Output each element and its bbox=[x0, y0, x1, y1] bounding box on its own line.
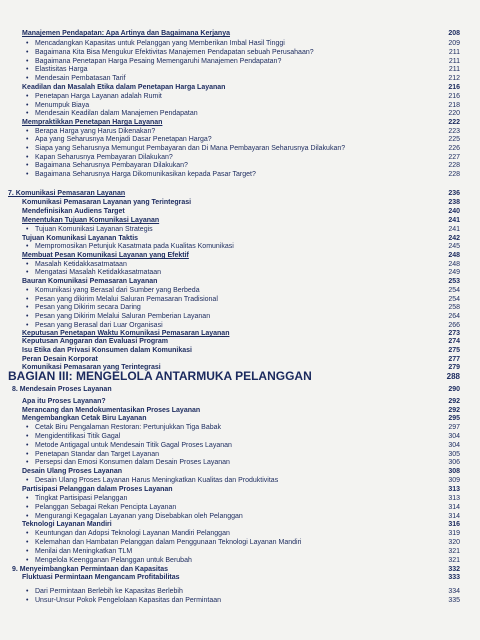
toc-page-number: 290 bbox=[448, 386, 460, 393]
toc-page-number: 279 bbox=[448, 364, 460, 371]
toc-entry-title: 7. Komunikasi Pemasaran Layanan bbox=[8, 190, 126, 197]
toc-page-number: 212 bbox=[448, 75, 460, 82]
toc-subentry bbox=[0, 538, 480, 547]
toc-entry-title: Teknologi Layanan Mandiri bbox=[22, 521, 112, 528]
toc-entry-title: Membuat Pesan Komunikasi Layanan yang Efektif bbox=[22, 252, 189, 259]
toc-page-number: 314 bbox=[448, 513, 460, 520]
toc-entry-title: Bagaimana Penetapan Harga Pesaing Memengaruhi Manajemen Pendapatan? bbox=[35, 58, 282, 65]
bullet-icon: • bbox=[26, 495, 29, 502]
toc-entry bbox=[0, 346, 480, 355]
toc-subentry bbox=[0, 109, 480, 118]
toc-entry-title: Fluktuasi Permintaan Mengancam Profitabilitas bbox=[22, 574, 180, 581]
bullet-icon: • bbox=[26, 261, 29, 268]
toc-page-number: 254 bbox=[448, 287, 460, 294]
toc-entry-title: Tingkat Partisipasi Pelanggan bbox=[35, 495, 128, 502]
toc-entry-title: Mengatasi Masalah Ketidakkasatmataan bbox=[35, 269, 162, 276]
toc-entry-title: Komunikasi Pemasaran Layanan yang Terintegrasi bbox=[22, 199, 192, 206]
toc-page-number: 236 bbox=[448, 190, 460, 197]
toc-entry bbox=[0, 216, 480, 225]
toc-page-number: 321 bbox=[448, 557, 460, 564]
toc-entry-title: Mempromosikan Petunjuk Kasatmata pada Kualitas Komunikasi bbox=[35, 243, 234, 250]
bullet-icon: • bbox=[26, 102, 29, 109]
toc-entry-title: Elastisitas Harga bbox=[35, 66, 88, 73]
toc-entry-title: Unsur-Unsur Pokok Pengelolaan Kapasitas dan Permintaan bbox=[35, 597, 221, 604]
toc-entry-title: Pesan yang Dikirim secara Daring bbox=[35, 304, 141, 311]
bullet-icon: • bbox=[26, 442, 29, 449]
toc-entry-title: Berapa Harga yang Harus Dikenakan? bbox=[35, 128, 156, 135]
toc-entry-title: Tujuan Komunikasi Layanan Taktis bbox=[22, 235, 139, 242]
toc-page-number: 295 bbox=[448, 415, 460, 422]
bullet-icon: • bbox=[26, 313, 29, 320]
toc-entry bbox=[0, 198, 480, 207]
toc-subentry bbox=[0, 476, 480, 485]
toc-page-number: 228 bbox=[448, 171, 460, 178]
toc-entry-title: Metode Antigagal untuk Mendesain Titik Gagal Proses Layanan bbox=[35, 442, 232, 449]
toc-page-number: 216 bbox=[448, 84, 460, 91]
bullet-icon: • bbox=[26, 539, 29, 546]
toc-page-number: 334 bbox=[448, 588, 460, 595]
toc-subentry bbox=[0, 286, 480, 295]
toc-entry-title: Menumpuk Biaya bbox=[35, 102, 90, 109]
bullet-icon: • bbox=[26, 548, 29, 555]
toc-page-number: 249 bbox=[448, 269, 460, 276]
toc-page-number: 226 bbox=[448, 145, 460, 152]
bullet-icon: • bbox=[26, 162, 29, 169]
toc-entry-title: Bauran Komunikasi Pemasaran Layanan bbox=[22, 278, 158, 285]
toc-subentry bbox=[0, 547, 480, 556]
bullet-icon: • bbox=[26, 243, 29, 250]
toc-entry-title: Mendesain Keadilan dalam Manajemen Pendapatan bbox=[35, 110, 198, 117]
toc-entry-title: Keputusan Anggaran dan Evaluasi Program bbox=[22, 338, 168, 345]
toc-subentry bbox=[0, 556, 480, 565]
toc-entry-title: Menentukan Tujuan Komunikasi Layanan bbox=[22, 217, 160, 224]
bullet-icon: • bbox=[26, 287, 29, 294]
bullet-icon: • bbox=[26, 171, 29, 178]
toc-subentry bbox=[0, 39, 480, 48]
toc-page-number: 313 bbox=[448, 495, 460, 502]
toc-subentry bbox=[0, 135, 480, 144]
bullet-icon: • bbox=[26, 136, 29, 143]
toc-page-number: 320 bbox=[448, 539, 460, 546]
bullet-icon: • bbox=[26, 588, 29, 595]
toc-page-number: 218 bbox=[448, 102, 460, 109]
toc-page-number: 288 bbox=[446, 372, 460, 381]
toc-subentry bbox=[0, 458, 480, 467]
bullet-icon: • bbox=[26, 296, 29, 303]
toc-subentry bbox=[0, 503, 480, 512]
toc-page-number: 309 bbox=[448, 477, 460, 484]
toc-page-number: 254 bbox=[448, 296, 460, 303]
toc-subentry bbox=[0, 268, 480, 277]
toc-entry-title: Persepsi dan Emosi Konsumen dalam Desain Proses Layanan bbox=[35, 459, 230, 466]
bullet-icon: • bbox=[26, 424, 29, 431]
toc-page-number: 240 bbox=[448, 208, 460, 215]
toc-entry-title: Manajemen Pendapatan: Apa Artinya dan Bagaimana Kerjanya bbox=[22, 30, 230, 37]
toc-page-number: 292 bbox=[448, 398, 460, 405]
toc-page-number: 238 bbox=[448, 199, 460, 206]
toc-page-number: 222 bbox=[448, 119, 460, 126]
toc-entry-title: Dari Permintaan Berlebih ke Kapasitas Berlebih bbox=[35, 588, 183, 595]
toc-subentry bbox=[0, 144, 480, 153]
toc-subentry bbox=[0, 587, 480, 596]
toc-entry-title: 9. Menyeimbangkan Permintaan dan Kapasitas bbox=[12, 566, 168, 573]
toc-page-number: 292 bbox=[448, 407, 460, 414]
toc-entry bbox=[0, 277, 480, 286]
toc-entry-title: Partisipasi Pelanggan dalam Proses Layanan bbox=[22, 486, 173, 493]
toc-page-number: 253 bbox=[448, 278, 460, 285]
toc-entry bbox=[0, 573, 480, 582]
toc-entry-title: Pesan yang Dikirim Melalui Saluran Pemberian Layanan bbox=[35, 313, 211, 320]
toc-page-number: 248 bbox=[448, 261, 460, 268]
toc-page-number: 306 bbox=[448, 459, 460, 466]
toc-entry bbox=[0, 207, 480, 216]
toc-entry-title: Menilai dan Meningkatkan TLM bbox=[35, 548, 133, 555]
toc-subentry bbox=[0, 92, 480, 101]
toc-entry-title: 8. Mendesain Proses Layanan bbox=[12, 386, 112, 393]
bullet-icon: • bbox=[26, 110, 29, 117]
toc-entry bbox=[0, 385, 480, 394]
toc-page-number: 277 bbox=[448, 356, 460, 363]
toc-page-number: 241 bbox=[448, 217, 460, 224]
toc-page-number: 304 bbox=[448, 433, 460, 440]
bullet-icon: • bbox=[26, 513, 29, 520]
toc-entry-title: Bagaimana Seharusnya Harga Dikomunikasikan kepada Pasar Target? bbox=[35, 171, 256, 178]
bullet-icon: • bbox=[26, 304, 29, 311]
toc-page-number: 211 bbox=[448, 66, 460, 73]
toc-page-number: 245 bbox=[448, 243, 460, 250]
toc-entry-title: Keuntungan dan Adopsi Teknologi Layanan Mandiri Pelanggan bbox=[35, 530, 230, 537]
toc-subentry bbox=[0, 170, 480, 179]
toc-entry-title: Mencadangkan Kapasitas untuk Pelanggan yang Memberikan Imbal Hasil Tinggi bbox=[35, 40, 285, 47]
toc-entry-title: Desain Ulang Proses Layanan bbox=[22, 468, 122, 475]
toc-page-number: 208 bbox=[448, 30, 460, 37]
toc-entry bbox=[0, 414, 480, 423]
bullet-icon: • bbox=[26, 66, 29, 73]
toc-subentry bbox=[0, 423, 480, 432]
toc-entry-title: Isu Etika dan Privasi Konsumen dalam Komunikasi bbox=[22, 347, 192, 354]
toc-subentry bbox=[0, 74, 480, 83]
toc-subentry bbox=[0, 65, 480, 74]
toc-page-number: 273 bbox=[448, 330, 460, 337]
toc-entry-title: Mendesain Pembatasan Tarif bbox=[35, 75, 126, 82]
toc-entry bbox=[0, 520, 480, 529]
toc-subentry bbox=[0, 529, 480, 538]
toc-entry bbox=[0, 189, 480, 198]
toc-page-number: 313 bbox=[448, 486, 460, 493]
toc-page-number: 223 bbox=[448, 128, 460, 135]
toc-entry-title: Siapa yang Seharusnya Memungut Pembayaran dan Di Mana Pembayaran Seharusnya Dilakukan? bbox=[35, 145, 346, 152]
toc-page-number: 211 bbox=[448, 49, 460, 56]
toc-subentry bbox=[0, 432, 480, 441]
toc-entry-title: Komunikasi Pemasaran yang Terintegrasi bbox=[22, 364, 161, 371]
toc-entry-title: Mengidentifikasi Titik Gagal bbox=[35, 433, 121, 440]
toc-page-number: 305 bbox=[448, 451, 460, 458]
toc-subentry bbox=[0, 596, 480, 605]
bullet-icon: • bbox=[26, 226, 29, 233]
bullet-icon: • bbox=[26, 433, 29, 440]
toc-page-number: 332 bbox=[448, 566, 460, 573]
bullet-icon: • bbox=[26, 93, 29, 100]
toc-entry bbox=[0, 337, 480, 346]
toc-page-number: 248 bbox=[448, 252, 460, 259]
toc-page-number: 242 bbox=[448, 235, 460, 242]
toc-entry bbox=[0, 83, 480, 92]
toc-entry-title: Apa yang Seharusnya Menjadi Dasar Penetapan Harga? bbox=[35, 136, 212, 143]
toc-page-number: 304 bbox=[448, 442, 460, 449]
toc-entry bbox=[0, 29, 480, 38]
bullet-icon: • bbox=[26, 58, 29, 65]
toc-entry-title: Penetapan Standar dan Target Layanan bbox=[35, 451, 160, 458]
toc-page-number: 241 bbox=[448, 226, 460, 233]
toc-entry-title: Pesan yang dikirim Melalui Saluran Pemasaran Tradisional bbox=[35, 296, 218, 303]
bullet-icon: • bbox=[26, 451, 29, 458]
toc-entry-title: Cetak Biru Pengalaman Restoran: Pertunjukkan Tiga Babak bbox=[35, 424, 221, 431]
toc-entry-title: Tujuan Komunikasi Layanan Strategis bbox=[35, 226, 153, 233]
bullet-icon: • bbox=[26, 128, 29, 135]
toc-subentry bbox=[0, 242, 480, 251]
bullet-icon: • bbox=[26, 530, 29, 537]
toc-page-number: 228 bbox=[448, 162, 460, 169]
toc-entry-title: Keputusan Penetapan Waktu Komunikasi Pemasaran Layanan bbox=[22, 330, 230, 337]
toc-page-number: 314 bbox=[448, 504, 460, 511]
toc-subentry bbox=[0, 441, 480, 450]
bullet-icon: • bbox=[26, 40, 29, 47]
toc-page-number: 225 bbox=[448, 136, 460, 143]
toc-entry-title: Bagaimana Kita Bisa Mengukur Efektivitas Manajemen Pendapatan sebuah Perusahaan? bbox=[35, 49, 314, 56]
toc-page-number: 319 bbox=[448, 530, 460, 537]
toc-entry-title: Keadilan dan Masalah Etika dalam Penetapan Harga Layanan bbox=[22, 84, 226, 91]
toc-entry-title: Mengelola Keengganan Pelanggan untuk Berubah bbox=[35, 557, 192, 564]
toc-entry-title: Merancang dan Mendokumentasikan Proses Layanan bbox=[22, 407, 201, 414]
toc-entry-title: Apa itu Proses Layanan? bbox=[22, 398, 106, 405]
bullet-icon: • bbox=[26, 557, 29, 564]
toc-subentry bbox=[0, 494, 480, 503]
toc-entry-title: Mengembangkan Cetak Biru Layanan bbox=[22, 415, 147, 422]
toc-entry-title: BAGIAN III: MENGELOLA ANTARMUKA PELANGGAN bbox=[8, 369, 312, 383]
toc-entry-title: Bagaimana Seharusnya Pembayaran Dilakukan? bbox=[35, 162, 188, 169]
toc-entry-title: Mempraktikkan Penetapan Harga Layanan bbox=[22, 119, 163, 126]
bullet-icon: • bbox=[26, 154, 29, 161]
toc-entry-title: Penetapan Harga Layanan adalah Rumit bbox=[35, 93, 162, 100]
bullet-icon: • bbox=[26, 75, 29, 82]
toc-page-number: 274 bbox=[448, 338, 460, 345]
toc-subentry bbox=[0, 161, 480, 170]
toc-entry-title: Kapan Seharusnya Pembayaran Dilakukan? bbox=[35, 154, 173, 161]
toc-page-number: 335 bbox=[448, 597, 460, 604]
toc-page-number: 264 bbox=[448, 313, 460, 320]
toc-entry-title: Komunikasi yang Berasal dari Sumber yang Berbeda bbox=[35, 287, 200, 294]
bullet-icon: • bbox=[26, 459, 29, 466]
toc-page-number: 316 bbox=[448, 521, 460, 528]
toc-entry-title: Desain Ulang Proses Layanan Harus Meningkatkan Kualitas dan Produktivitas bbox=[35, 477, 279, 484]
toc-entry-title: Mendefinisikan Audiens Target bbox=[22, 208, 125, 215]
toc-entry bbox=[0, 118, 480, 127]
toc-entry-title: Pesan yang Berasal dari Luar Organisasi bbox=[35, 322, 163, 329]
toc-subentry bbox=[0, 303, 480, 312]
bullet-icon: • bbox=[26, 145, 29, 152]
toc-subentry bbox=[0, 48, 480, 57]
toc-page-number: 227 bbox=[448, 154, 460, 161]
toc-entry bbox=[0, 485, 480, 494]
bullet-icon: • bbox=[26, 597, 29, 604]
toc-entry-title: Pelanggan Sebagai Rekan Pencipta Layanan bbox=[35, 504, 177, 511]
toc-entry-title: Peran Desain Korporat bbox=[22, 356, 98, 363]
toc-page-number: 333 bbox=[448, 574, 460, 581]
toc-entry-title: Masalah Ketidakkasatmataan bbox=[35, 261, 127, 268]
toc-subentry bbox=[0, 225, 480, 234]
toc-page-number: 211 bbox=[448, 58, 460, 65]
toc-entry bbox=[0, 467, 480, 476]
toc-page-number: 275 bbox=[448, 347, 460, 354]
toc-page-number: 308 bbox=[448, 468, 460, 475]
bullet-icon: • bbox=[26, 504, 29, 511]
toc-page-number: 209 bbox=[448, 40, 460, 47]
toc-page-number: 321 bbox=[448, 548, 460, 555]
toc-entry bbox=[0, 251, 480, 260]
toc-page-number: 216 bbox=[448, 93, 460, 100]
toc-entry-title: Kelemahan dan Hambatan Pelanggan dalam Penggunaan Teknologi Layanan Mandiri bbox=[35, 539, 302, 546]
bullet-icon: • bbox=[26, 322, 29, 329]
toc-page-number: 220 bbox=[448, 110, 460, 117]
bullet-icon: • bbox=[26, 477, 29, 484]
toc-entry bbox=[0, 397, 480, 406]
toc-entry bbox=[0, 369, 480, 383]
bullet-icon: • bbox=[26, 49, 29, 56]
bullet-icon: • bbox=[26, 269, 29, 276]
toc-page-number: 297 bbox=[448, 424, 460, 431]
toc-page-number: 258 bbox=[448, 304, 460, 311]
toc-subentry bbox=[0, 312, 480, 321]
toc-entry-title: Mengurangi Kegagalan Layanan yang Disebabkan oleh Pelanggan bbox=[35, 513, 243, 520]
toc-page-number: 266 bbox=[448, 322, 460, 329]
